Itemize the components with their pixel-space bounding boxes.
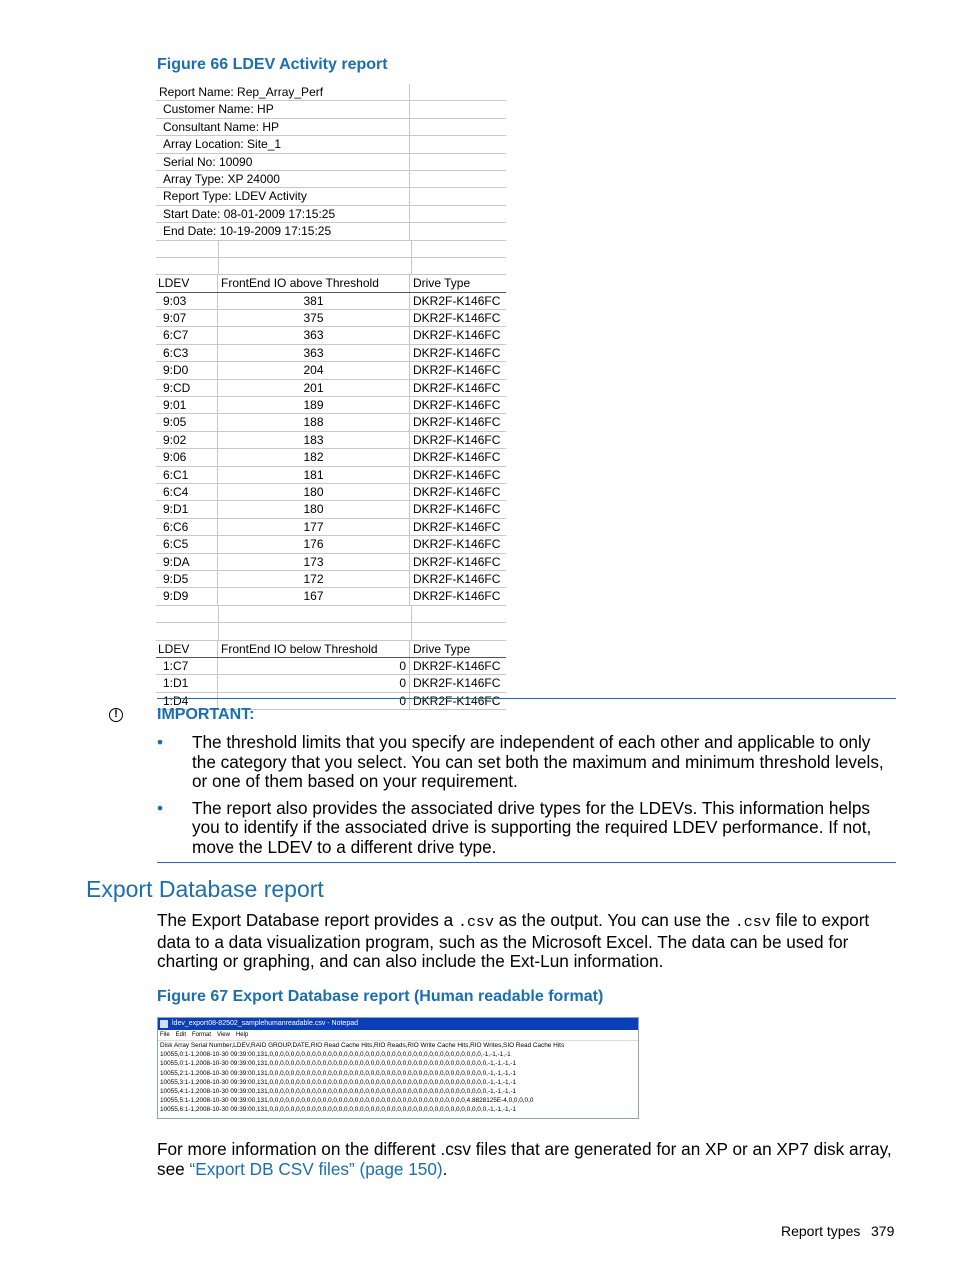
- table-row: [156, 397, 506, 414]
- ldev-value: 9:D1: [163, 502, 189, 517]
- meta-cell: Report Name: Rep_Array_Perf: [156, 84, 410, 100]
- ldev-value: 9:03: [163, 293, 187, 308]
- meta-cell: Array Location: Site_1: [156, 136, 410, 152]
- table-row: [156, 432, 506, 449]
- drive-type-cell: DKR2F-K146FC: [413, 293, 501, 308]
- important-bullets: [157, 733, 897, 858]
- drive-type-cell: DKR2F-K146FC: [413, 554, 501, 569]
- ldev-value: 9:DA: [163, 554, 190, 569]
- meta-empty-cell: [410, 101, 506, 117]
- footer-section: Report types: [781, 1223, 861, 1239]
- table-row: [156, 588, 506, 605]
- drive-type-cell: DKR2F-K146FC: [413, 571, 501, 586]
- io-cell: 381: [218, 293, 410, 309]
- table-row: [156, 554, 506, 571]
- drive-type-cell: DKR2F-K146FC: [413, 519, 501, 534]
- io-cell: 180: [218, 501, 410, 517]
- drive-type-cell: DKR2F-K146FC: [413, 398, 501, 413]
- table-row: [156, 571, 506, 588]
- drive-type-cell: DKR2F-K146FC: [413, 676, 501, 691]
- ldev-cell: [156, 588, 218, 604]
- io-cell: 0: [218, 693, 410, 709]
- ldev-cell: [156, 554, 218, 570]
- ldev-cell: [156, 449, 218, 465]
- notepad-line: 10055,0:1-1,2008-10-30 09:39:00,131,0,0,0,0,0,0,0,0,0,0,0,0,0,0,0,0,0,0,0,0,0,0,0,0,0,0,0,0,0,0,0,0,0,0,0,0,0,0,0,0,0,-1,-1,-1,-1: [160, 1060, 517, 1068]
- ldev-value: 6:C3: [163, 345, 189, 360]
- notepad-menu-item[interactable]: View: [217, 1032, 230, 1038]
- table-header-row: [156, 641, 506, 658]
- footer-page-number: 379: [871, 1223, 895, 1239]
- table-row: [156, 380, 506, 397]
- meta-cell: Customer Name: HP: [156, 101, 410, 117]
- notepad-content: [158, 1041, 638, 1115]
- meta-row: [156, 223, 506, 240]
- meta-cell: Array Type: XP 24000: [156, 171, 410, 187]
- io-cell: 189: [218, 397, 410, 413]
- ldev-cell: [156, 536, 218, 552]
- header-io: FrontEnd IO below Threshold: [218, 641, 410, 657]
- ldev-cell: [156, 310, 218, 326]
- section-paragraph: The Export Database report provides a .csv as the output. You can use the .csv file to export data to a data visualization program, such as the Microsoft Excel. The data can be used for charting or graphing, and can also include the Ext-Lun information.: [157, 910, 870, 972]
- drive-type-cell: DKR2F-K146FC: [413, 693, 501, 708]
- meta-empty-cell: [410, 223, 506, 239]
- io-cell: 375: [218, 310, 410, 326]
- report-meta-block: [156, 84, 506, 241]
- io-cell: 204: [218, 362, 410, 378]
- ldev-cell: [156, 484, 218, 500]
- ldev-cell: [156, 571, 218, 587]
- table-row: [156, 414, 506, 431]
- meta-cell: Start Date: 08-01-2009 17:15:25: [156, 206, 410, 222]
- ldev-value: 9:05: [163, 415, 187, 430]
- blank-row: [156, 241, 506, 258]
- figure-66-caption: Figure 66 LDEV Activity report: [157, 56, 388, 73]
- notepad-menu-item[interactable]: File: [160, 1032, 170, 1038]
- header-io: FrontEnd IO above Threshold: [218, 275, 410, 291]
- io-cell: 183: [218, 432, 410, 448]
- ldev-value: 6:C1: [163, 467, 189, 482]
- ldev-value: 9:CD: [163, 380, 191, 395]
- meta-row: [156, 119, 506, 136]
- meta-empty-cell: [410, 84, 506, 100]
- above-threshold-table: [156, 275, 506, 605]
- io-cell: 177: [218, 519, 410, 535]
- blank-row: [156, 623, 506, 640]
- ldev-activity-spreadsheet: [156, 84, 506, 710]
- notepad-menu-item[interactable]: Edit: [175, 1032, 187, 1038]
- table-row: [156, 519, 506, 536]
- meta-row: [156, 136, 506, 153]
- ldev-value: 9:D9: [163, 589, 189, 604]
- table-row: [156, 310, 506, 327]
- section-title: Export Database report: [86, 876, 324, 902]
- ldev-cell: [156, 293, 218, 309]
- ldev-cell: [156, 432, 218, 448]
- ldev-value: 6:C5: [163, 537, 189, 552]
- meta-row: [156, 84, 506, 101]
- table-row: [156, 658, 506, 675]
- figure-67-caption: Figure 67 Export Database report (Human readable format): [157, 988, 604, 1005]
- ldev-value: 1:C7: [163, 658, 189, 673]
- meta-row: [156, 154, 506, 171]
- ldev-cell: [156, 397, 218, 413]
- io-cell: 363: [218, 345, 410, 361]
- ldev-cell: [156, 501, 218, 517]
- important-icon: !: [109, 708, 123, 722]
- io-cell: 181: [218, 467, 410, 483]
- notepad-menu-item[interactable]: Format: [192, 1032, 212, 1038]
- important-bullet: • The report also provides the associated drive types for the LDEVs. This information helps you to identify if the associated drive is supporting the required LDEV performance. If not, move the LDEV to a different drive type.: [157, 797, 872, 857]
- io-cell: 176: [218, 536, 410, 552]
- ldev-value: 6:C6: [163, 519, 189, 534]
- ldev-value: 9:07: [163, 311, 187, 326]
- inline-code: .csv: [734, 914, 771, 931]
- table-row: [156, 449, 506, 466]
- ldev-value: 9:D5: [163, 571, 189, 586]
- io-cell: 201: [218, 380, 410, 396]
- table-row: [156, 327, 506, 344]
- notepad-line: 10055,6:1-1,2008-10-30 09:39:00,131,0,0,0,0,0,0,0,0,0,0,0,0,0,0,0,0,0,0,0,0,0,0,0,0,0,0,0,0,0,0,0,0,0,0,0,0,0,0,0,0,0,-1,-1,-1,-1: [160, 1106, 517, 1114]
- meta-empty-cell: [410, 119, 506, 135]
- table-row: [156, 501, 506, 518]
- io-cell: 172: [218, 571, 410, 587]
- meta-cell: Serial No: 10090: [156, 154, 410, 170]
- notepad-line: 10055,2:1-1,2008-10-30 09:39:00,131,0,0,0,0,0,0,0,0,0,0,0,0,0,0,0,0,0,0,0,0,0,0,0,0,0,0,0,0,0,0,0,0,0,0,0,0,0,0,0,0,0,-1,-1,-1,-1: [160, 1069, 517, 1077]
- more-info-paragraph: For more information on the different .csv files that are generated for an XP or an XP7 disk array, see “Export DB CSV files” (page 150).: [157, 1139, 892, 1179]
- notepad-line: 10055,3:1-1,2008-10-30 09:39:00,131,0,0,0,0,0,0,0,0,0,0,0,0,0,0,0,0,0,0,0,0,0,0,0,0,0,0,0,0,0,0,0,0,0,0,0,0,0,0,0,0,0,-1,-1,-1,-1: [160, 1078, 517, 1086]
- drive-type-cell: DKR2F-K146FC: [413, 450, 501, 465]
- meta-cell: End Date: 10-19-2009 17:15:25: [156, 223, 410, 239]
- meta-row: [156, 188, 506, 205]
- ldev-value: 1:D4: [163, 693, 189, 708]
- notepad-icon: [160, 1020, 168, 1028]
- notepad-line: Disk Array Serial Number,LDEV,RAID GROUP,DATE,RIO Read Cache Hits,RIO Reads,RIO Write Cache Hits,RIO Writes,SIO Read Cache Hits: [160, 1042, 565, 1049]
- meta-cell: Report Type: LDEV Activity: [156, 188, 410, 204]
- ldev-value: 6:C4: [163, 484, 189, 499]
- drive-type-cell: DKR2F-K146FC: [413, 537, 501, 552]
- ldev-value: 9:06: [163, 450, 187, 465]
- meta-empty-cell: [410, 171, 506, 187]
- ldev-value: 1:D1: [163, 676, 189, 691]
- meta-empty-cell: [410, 154, 506, 170]
- bullet-icon: •: [157, 732, 164, 752]
- drive-type-cell: DKR2F-K146FC: [413, 380, 501, 395]
- drive-type-cell: DKR2F-K146FC: [413, 658, 501, 673]
- meta-cell: Consultant Name: HP: [156, 119, 410, 135]
- table-row: [156, 345, 506, 362]
- blank-row: [156, 606, 506, 623]
- io-cell: 188: [218, 414, 410, 430]
- export-db-csv-link[interactable]: “Export DB CSV files” (page 150): [189, 1158, 443, 1179]
- drive-type-cell: DKR2F-K146FC: [413, 589, 501, 604]
- notepad-line: 10055,4:1-1,2008-10-30 09:39:00,131,0,0,0,0,0,0,0,0,0,0,0,0,0,0,0,0,0,0,0,0,0,0,0,0,0,0,0,0,0,0,0,0,0,0,0,0,0,0,0,0,0,-1,-1,-1,-1: [160, 1088, 517, 1096]
- ldev-cell: [156, 675, 218, 691]
- meta-empty-cell: [410, 206, 506, 222]
- ldev-cell: [156, 345, 218, 361]
- blank-row: [156, 258, 506, 275]
- ldev-cell: [156, 467, 218, 483]
- ldev-cell: [156, 414, 218, 430]
- ldev-cell: [156, 327, 218, 343]
- drive-type-cell: DKR2F-K146FC: [413, 311, 501, 326]
- table-row: [156, 484, 506, 501]
- table-row: [156, 536, 506, 553]
- notepad-line: 10055,5:1-1,2008-10-30 09:39:00,131,0,0,0,0,0,0,0,0,0,0,0,0,0,0,0,0,0,0,0,0,0,0,0,0,0,0,0,0,0,0,0,0,0,0,0,0,0,4.8828125E-4,0,0,0,0,0: [160, 1097, 534, 1105]
- table-row: [156, 467, 506, 484]
- ldev-cell: [156, 658, 218, 674]
- io-cell: 0: [218, 675, 410, 691]
- table-row: [156, 293, 506, 310]
- important-bullet: • The threshold limits that you specify are independent of each other and applicable to only the category that you select. You can set both the maximum and minimum threshold levels, or one of them based on your requirement.: [157, 732, 884, 792]
- meta-empty-cell: [410, 188, 506, 204]
- header-ldev: LDEV: [156, 641, 218, 657]
- ldev-cell: [156, 380, 218, 396]
- table-row: [156, 675, 506, 692]
- bullet-icon: •: [157, 797, 164, 818]
- notepad-title-bar: ldev_export08-82502_samplehumanreadable.csv - Notepad: [158, 1018, 638, 1030]
- drive-type-cell: DKR2F-K146FC: [413, 415, 501, 430]
- notepad-line: 10055,0:1-1,2008-10-30 09:39:00,131,0,0,0,0,0,0,0,0,0,0,0,0,0,0,0,0,0,0,0,0,0,0,0,0,0,0,0,0,0,0,0,0,0,0,0,0,0,0,0,0,-1,-1,-1,-1: [160, 1051, 511, 1059]
- header-ldev: LDEV: [156, 275, 218, 291]
- io-cell: 167: [218, 588, 410, 604]
- drive-type-cell: DKR2F-K146FC: [413, 345, 501, 360]
- io-cell: 0: [218, 658, 410, 674]
- ldev-value: 6:C7: [163, 328, 189, 343]
- drive-type-cell: DKR2F-K146FC: [413, 363, 501, 378]
- notepad-menu-item[interactable]: Help: [235, 1032, 249, 1038]
- table-row: [156, 362, 506, 379]
- drive-type-cell: DKR2F-K146FC: [413, 467, 501, 482]
- ldev-cell: [156, 362, 218, 378]
- table-header-row: [156, 275, 506, 292]
- important-title: IMPORTANT:: [157, 706, 255, 723]
- important-top-rule: [157, 698, 896, 699]
- io-cell: 363: [218, 327, 410, 343]
- important-bottom-rule: [157, 862, 896, 863]
- io-cell: 180: [218, 484, 410, 500]
- ldev-value: 9:01: [163, 398, 187, 413]
- inline-code: .csv: [457, 914, 494, 931]
- meta-row: [156, 206, 506, 223]
- drive-type-cell: DKR2F-K146FC: [413, 432, 501, 447]
- meta-row: [156, 171, 506, 188]
- header-drive-type: Drive Type: [413, 641, 471, 656]
- header-drive-type: Drive Type: [413, 276, 471, 291]
- below-threshold-table: [156, 641, 506, 711]
- io-cell: 173: [218, 554, 410, 570]
- drive-type-cell: DKR2F-K146FC: [413, 484, 501, 499]
- drive-type-cell: DKR2F-K146FC: [413, 502, 501, 517]
- io-cell: 182: [218, 449, 410, 465]
- ldev-value: 9:D0: [163, 363, 189, 378]
- notepad-menu-bar: [158, 1030, 638, 1041]
- ldev-cell: [156, 519, 218, 535]
- drive-type-cell: DKR2F-K146FC: [413, 328, 501, 343]
- meta-empty-cell: [410, 136, 506, 152]
- ldev-value: 9:02: [163, 432, 187, 447]
- notepad-screenshot: [157, 1017, 639, 1119]
- meta-row: [156, 101, 506, 118]
